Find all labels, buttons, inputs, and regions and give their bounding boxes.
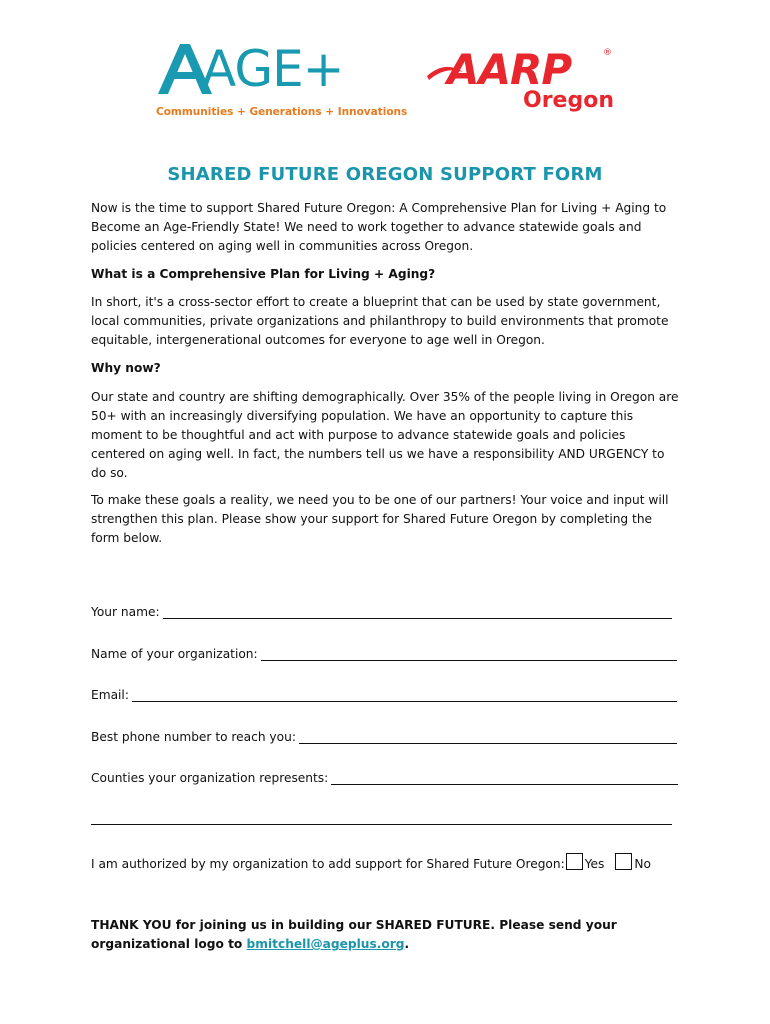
yes-checkbox[interactable] <box>566 853 583 870</box>
thank-you-text: THANK YOU for joining us in building our SHARED FUTURE. Please send your organizational logo to <box>91 918 617 951</box>
name-input-line[interactable] <box>163 604 672 619</box>
email-input-line[interactable] <box>132 687 677 702</box>
phone-field[interactable] <box>91 726 677 746</box>
no-checkbox[interactable] <box>615 853 632 870</box>
ageplus-wordmark: AGE+ <box>202 40 344 98</box>
question-heading-why-now: Why now? <box>91 361 161 375</box>
counties-field[interactable] <box>91 767 678 787</box>
yes-label: Yes <box>584 857 605 871</box>
no-label: No <box>634 857 651 871</box>
organization-input-line[interactable] <box>261 646 677 661</box>
aarp-registered-mark: ® <box>603 48 612 58</box>
intro-paragraph: Now is the time to support Shared Future Oregon: A Comprehensive Plan for Living + Aging to Become an Age-Friendly State! We need to work together to advance statewide goals and policies centered on aging well in communities across Oregon. <box>91 201 667 253</box>
plan-paragraph: In short, it's a cross-sector effort to create a blueprint that can be used by state government, local communities, private organizations and philanthropy to build environments that promote equitable, intergenerational outcomes for everyone to age well in Oregon. <box>91 295 669 347</box>
email-field[interactable] <box>91 684 677 704</box>
authorization-label: I am authorized by my organization to add support for Shared Future Oregon: <box>91 857 565 871</box>
call-to-action-paragraph: To make these goals a reality, we need you to be one of our partners! Your voice and input will strengthen this plan. Please show your support for Shared Future Oregon by completing the form below. <box>91 493 669 545</box>
name-field[interactable] <box>91 601 672 621</box>
contact-email-link[interactable]: bmitchell@ageplus.org <box>246 937 405 951</box>
ageplus-logo <box>150 38 410 122</box>
counties-continuation-line[interactable] <box>91 824 672 825</box>
why-now-paragraph: Our state and country are shifting demographically. Over 35% of the people living in Oregon are 50+ with an increasingly diversifying population. We have an opportunity to capture this moment to be thoughtful and act with purpose to advance statewide goals and policies centered on aging well. In fact, the numbers tell us we have a responsibility AND URGENCY to do so. <box>91 390 679 480</box>
thank-you-end: . <box>404 937 410 951</box>
page-title: SHARED FUTURE OREGON SUPPORT FORM <box>167 164 603 185</box>
organization-field[interactable] <box>91 643 677 663</box>
ageplus-tagline: Communities + Generations + Innovations <box>156 106 408 118</box>
phone-label: Best phone number to reach you: <box>91 730 296 744</box>
organization-label: Name of your organization: <box>91 647 258 661</box>
question-heading-plan: What is a Comprehensive Plan for Living + Aging? <box>91 267 436 281</box>
authorization-row <box>91 849 651 871</box>
thank-you-note <box>91 916 681 954</box>
phone-input-line[interactable] <box>299 729 677 744</box>
counties-label: Counties your organization represents: <box>91 771 329 785</box>
aarp-oregon-label: Oregon <box>523 88 614 113</box>
counties-input-line[interactable] <box>331 770 678 785</box>
name-label: Your name: <box>91 605 160 619</box>
aarp-oregon-logo <box>425 45 625 128</box>
aarp-wordmark: AARP <box>447 45 572 94</box>
email-label: Email: <box>91 688 129 702</box>
